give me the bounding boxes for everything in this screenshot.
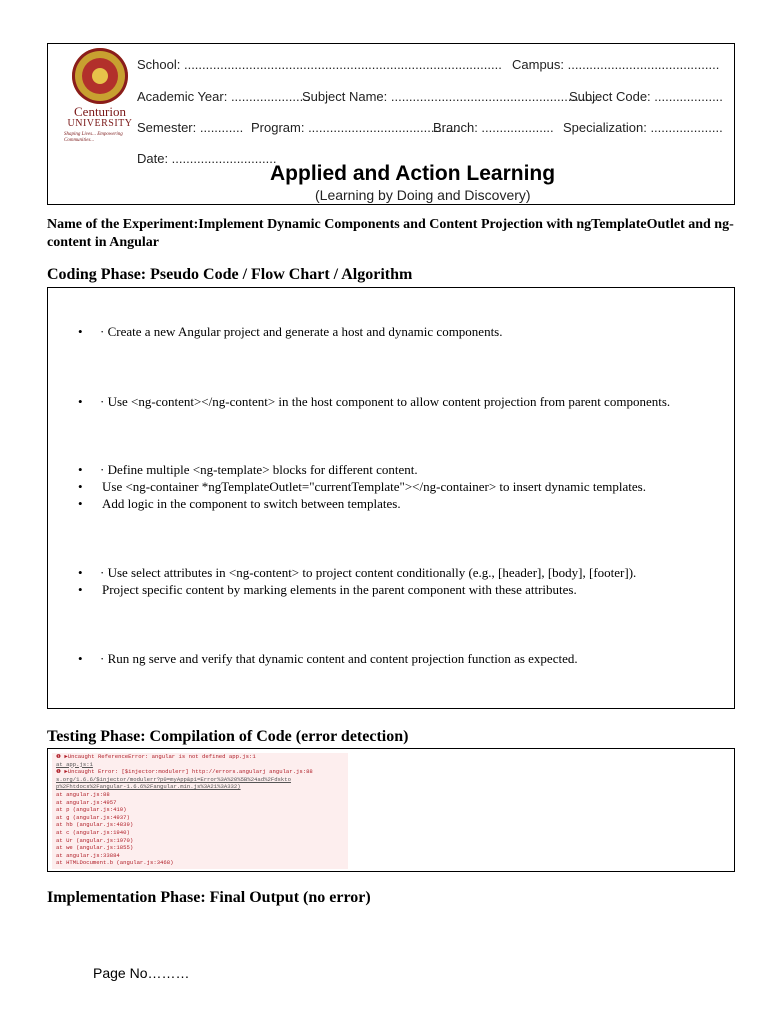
implementation-phase-heading: Implementation Phase: Final Output (no error) [47, 889, 371, 906]
console-line: at HTMLDocument.b (angular.js:3468) [56, 859, 174, 867]
semester-field: Semester: ............ [137, 120, 244, 135]
logo-name-line2: UNIVERSITY [67, 118, 133, 129]
console-line: ❶ ▶Uncaught Error: [$injector:modulerr] http://errors.angularj angular.js:88 [56, 768, 313, 776]
list-item: · Run ng serve and verify that dynamic content and content projection function as expected. [100, 651, 578, 666]
console-line: at hb (angular.js:4839) [56, 821, 134, 829]
console-line: p%2Fhtdocs%2Fangular-1.6.6%2Fangular.min.js%3A21%3A332) [56, 783, 241, 791]
bullet: • [78, 394, 83, 409]
console-line: ❶ ▶Uncaught ReferenceError: angular is not defined app.js:1 [56, 753, 256, 760]
logo-tagline: Shaping Lives... Empowering Communities... [64, 132, 123, 143]
subject-name-field: Subject Name: .......................................................... [302, 89, 601, 104]
list-item: · Create a new Angular project and generate a host and dynamic components. [100, 324, 503, 339]
console-line: at app.js:1 [56, 760, 93, 768]
list-item: · Use <ng-content></ng-content> in the host component to allow content projection from parent components. [100, 394, 671, 409]
branch-field: Branch: .................... [433, 120, 554, 135]
campus-field: Campus: .......................................... [512, 57, 720, 72]
coding-phase-heading: Coding Phase: Pseudo Code / Flow Chart / Algorithm [47, 266, 413, 283]
bullet: • [78, 582, 83, 597]
console-line: at c (angular.js:1940) [56, 828, 130, 836]
console-line: at g (angular.js:4937) [56, 813, 130, 821]
page-subtitle: (Learning by Doing and Discovery) [315, 187, 531, 203]
program-field: Program: .......................................... [251, 120, 460, 135]
console-line: at we (angular.js:1855) [56, 844, 134, 852]
console-line: at p (angular.js:410) [56, 806, 127, 814]
console-line: at angular.js:88 [56, 790, 110, 798]
console-error-screenshot [52, 753, 348, 869]
list-item: Add logic in the component to switch between templates. [102, 496, 401, 511]
date-field: Date: ............................. [137, 151, 277, 166]
error-screenshot-box [47, 748, 735, 872]
console-line: at angular.js:33884 [56, 851, 120, 859]
console-line: at Ur (angular.js:1970) [56, 836, 134, 844]
page-number: Page No……… [93, 965, 190, 981]
list-item: · Use select attributes in <ng-content> to project content conditionally (e.g., [header], [body], [footer]). [100, 565, 637, 580]
testing-phase-heading: Testing Phase: Compilation of Code (error detection) [47, 728, 409, 745]
bullet: • [78, 651, 83, 666]
coding-box [47, 287, 735, 709]
list-item: Use <ng-container *ngTemplateOutlet="currentTemplate"></ng-container> to insert dynamic templates. [102, 479, 646, 494]
experiment-name: Name of the Experiment:Implement Dynamic Components and Content Projection with ngTemplateOutlet and ng-content in Angular [47, 217, 734, 250]
list-item: Project specific content by marking elements in the parent component with these attributes. [102, 582, 577, 597]
console-line: s.org/1.6.6/$injector/modulerr?p0=myApp&p1=Error%3A%20%5B%24ad%2Fdskto [56, 775, 291, 783]
school-field: School: ........................................................................................ [137, 57, 502, 72]
header-box [47, 43, 735, 205]
bullet: • [78, 496, 83, 511]
academic-year-field: Academic Year: ...................... [137, 89, 311, 104]
subject-code-field: Subject Code: ................... [569, 89, 723, 104]
page-title: Applied and Action Learning [270, 162, 556, 185]
specialization-field: Specialization: .................... [563, 120, 723, 135]
bullet: • [78, 479, 83, 494]
bullet: • [78, 565, 83, 580]
console-line: at angular.js:4957 [56, 798, 117, 806]
university-seal-icon [72, 48, 128, 104]
university-logo [60, 48, 140, 158]
bullet: • [78, 462, 83, 477]
logo-name-line1: Centurion [74, 104, 126, 119]
list-item: · Define multiple <ng-template> blocks for different content. [100, 462, 418, 477]
bullet: • [78, 324, 83, 339]
